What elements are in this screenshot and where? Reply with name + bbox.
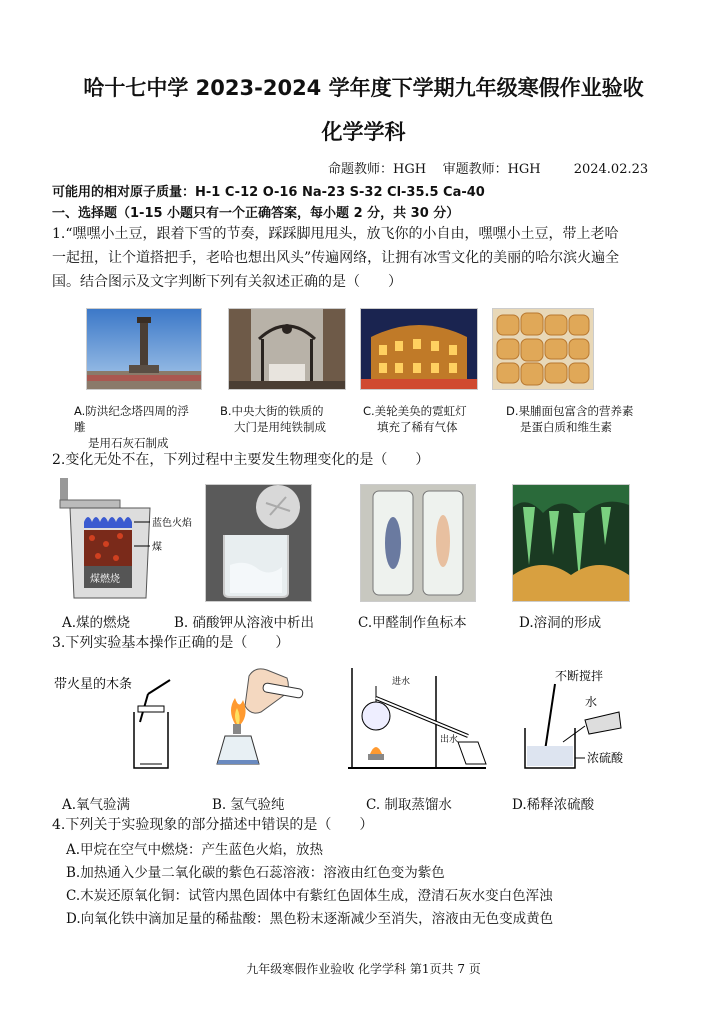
stir-label: 不断搅拌: [555, 669, 604, 683]
hydrogen-test-diagram: [205, 666, 320, 776]
distillation-diagram: [340, 664, 490, 776]
q3-option-d[interactable]: D.稀释浓硫酸: [512, 797, 595, 813]
q1-option-c[interactable]: [363, 403, 488, 435]
question-1-stem: [52, 222, 682, 294]
coal-label: 煤: [152, 542, 162, 553]
q4-option-d[interactable]: D.向氧化铁中滴加足量的稀盐酸：黑色粉末逐渐减少至消失，溶液由无色变成黄色: [66, 911, 554, 927]
q4-option-c[interactable]: C.木炭还原氧化铜：试管内黑色固体中有紫红色固体生成，澄清石灰水变白色浑浊: [66, 888, 553, 904]
q3-option-c[interactable]: C. 制取蒸馏水: [366, 797, 452, 813]
oxygen-test-diagram: [52, 672, 182, 776]
q1-line: 1.“嘿嘿小土豆，跟着下雪的节奏，踩踩脚甩甩头，放飞你的小自由，嘿嘿小土豆，带上老哈: [52, 226, 619, 242]
option-text: 是蛋白质和维生素: [520, 420, 612, 434]
q1-line: 国。结合图示及文字判断下列有关叙述正确的是（ ）: [52, 274, 402, 290]
q2-option-b[interactable]: B. 硝酸钾从溶液中析出: [174, 615, 315, 631]
option-text: D.果脯面包富含的营养素: [506, 404, 634, 418]
glowing-splint-label: 带火星的木条: [54, 677, 133, 692]
dilute-acid-diagram: [515, 668, 640, 776]
option-text: A.防洪纪念塔四周的浮雕: [74, 404, 189, 434]
q1-option-b[interactable]: [220, 403, 345, 435]
author-date-line: 命题教师：HGH 审题教师：HGH 2024.02.23: [328, 162, 649, 177]
option-text: 大门是用纯铁制成: [234, 420, 326, 434]
option-text: C.美轮美奂的霓虹灯: [363, 404, 467, 418]
q3-option-b[interactable]: B. 氢气验纯: [212, 797, 285, 813]
option-text: B.中央大街的铁质的: [220, 404, 324, 418]
burning-coal-label: 煤燃烧: [90, 574, 120, 585]
q2-option-a[interactable]: A.煤的燃烧: [62, 615, 131, 631]
flood-monument-photo: [86, 308, 202, 390]
water-out-label: 出水: [440, 735, 459, 745]
question-2-stem: 2.变化无处不在，下列过程中主要发生物理变化的是（ ）: [52, 452, 430, 468]
coal-stove-diagram: [50, 478, 192, 606]
q1-option-a[interactable]: [74, 403, 199, 451]
central-street-gate-photo: [228, 308, 346, 390]
q4-option-a[interactable]: A.甲烷在空气中燃烧：产生蓝色火焰，放热: [66, 842, 324, 858]
section-heading: 一、选择题（1-15 小题只有一个正确答案，每小题 2 分，共 30 分）: [52, 206, 460, 221]
water-label: 水: [585, 695, 598, 709]
crystallization-photo: [205, 484, 312, 602]
q2-option-c[interactable]: C.甲醛制作鱼标本: [358, 615, 467, 631]
q2-option-d[interactable]: D.溶洞的形成: [519, 615, 602, 631]
fruit-bread-photo: [492, 308, 594, 390]
q3-option-a[interactable]: A.氧气验满: [62, 797, 131, 813]
conc-acid-label: 浓硫酸: [587, 751, 624, 765]
question-3-stem: 3.下列实验基本操作正确的是（ ）: [52, 635, 290, 651]
atomic-masses: 可能用的相对原子质量：H-1 C-12 O-16 Na-23 S-32 Cl-35.5 Ca-40: [52, 185, 485, 200]
q1-option-d[interactable]: [506, 403, 656, 435]
fish-specimen-photo: [360, 484, 476, 602]
subject-title: 化学学科: [321, 120, 406, 144]
karst-cave-photo: [512, 484, 630, 602]
water-in-label: 进水: [392, 677, 411, 687]
q1-line: 一起扭，让个道搭把手，老哈也想出风头”传遍网络，让拥有冰雪文化的美丽的哈尔滨火遍全: [52, 250, 620, 266]
neon-building-photo: [360, 308, 478, 390]
blue-flame-label: 蓝色火焰: [152, 518, 192, 529]
option-text: 是用石灰石制成: [88, 436, 169, 450]
q4-option-b[interactable]: B.加热通入少量二氧化碳的紫色石蕊溶液：溶液由红色变为紫色: [66, 865, 445, 881]
page-footer: 九年级寒假作业验收 化学学科 第1页共 7 页: [246, 962, 481, 976]
page-title: 哈十七中学 2023-2024 学年度下学期九年级寒假作业验收: [83, 76, 644, 100]
question-4-stem: 4.下列关于实验现象的部分描述中错误的是（ ）: [52, 817, 374, 833]
option-text: 填充了稀有气体: [377, 420, 458, 434]
